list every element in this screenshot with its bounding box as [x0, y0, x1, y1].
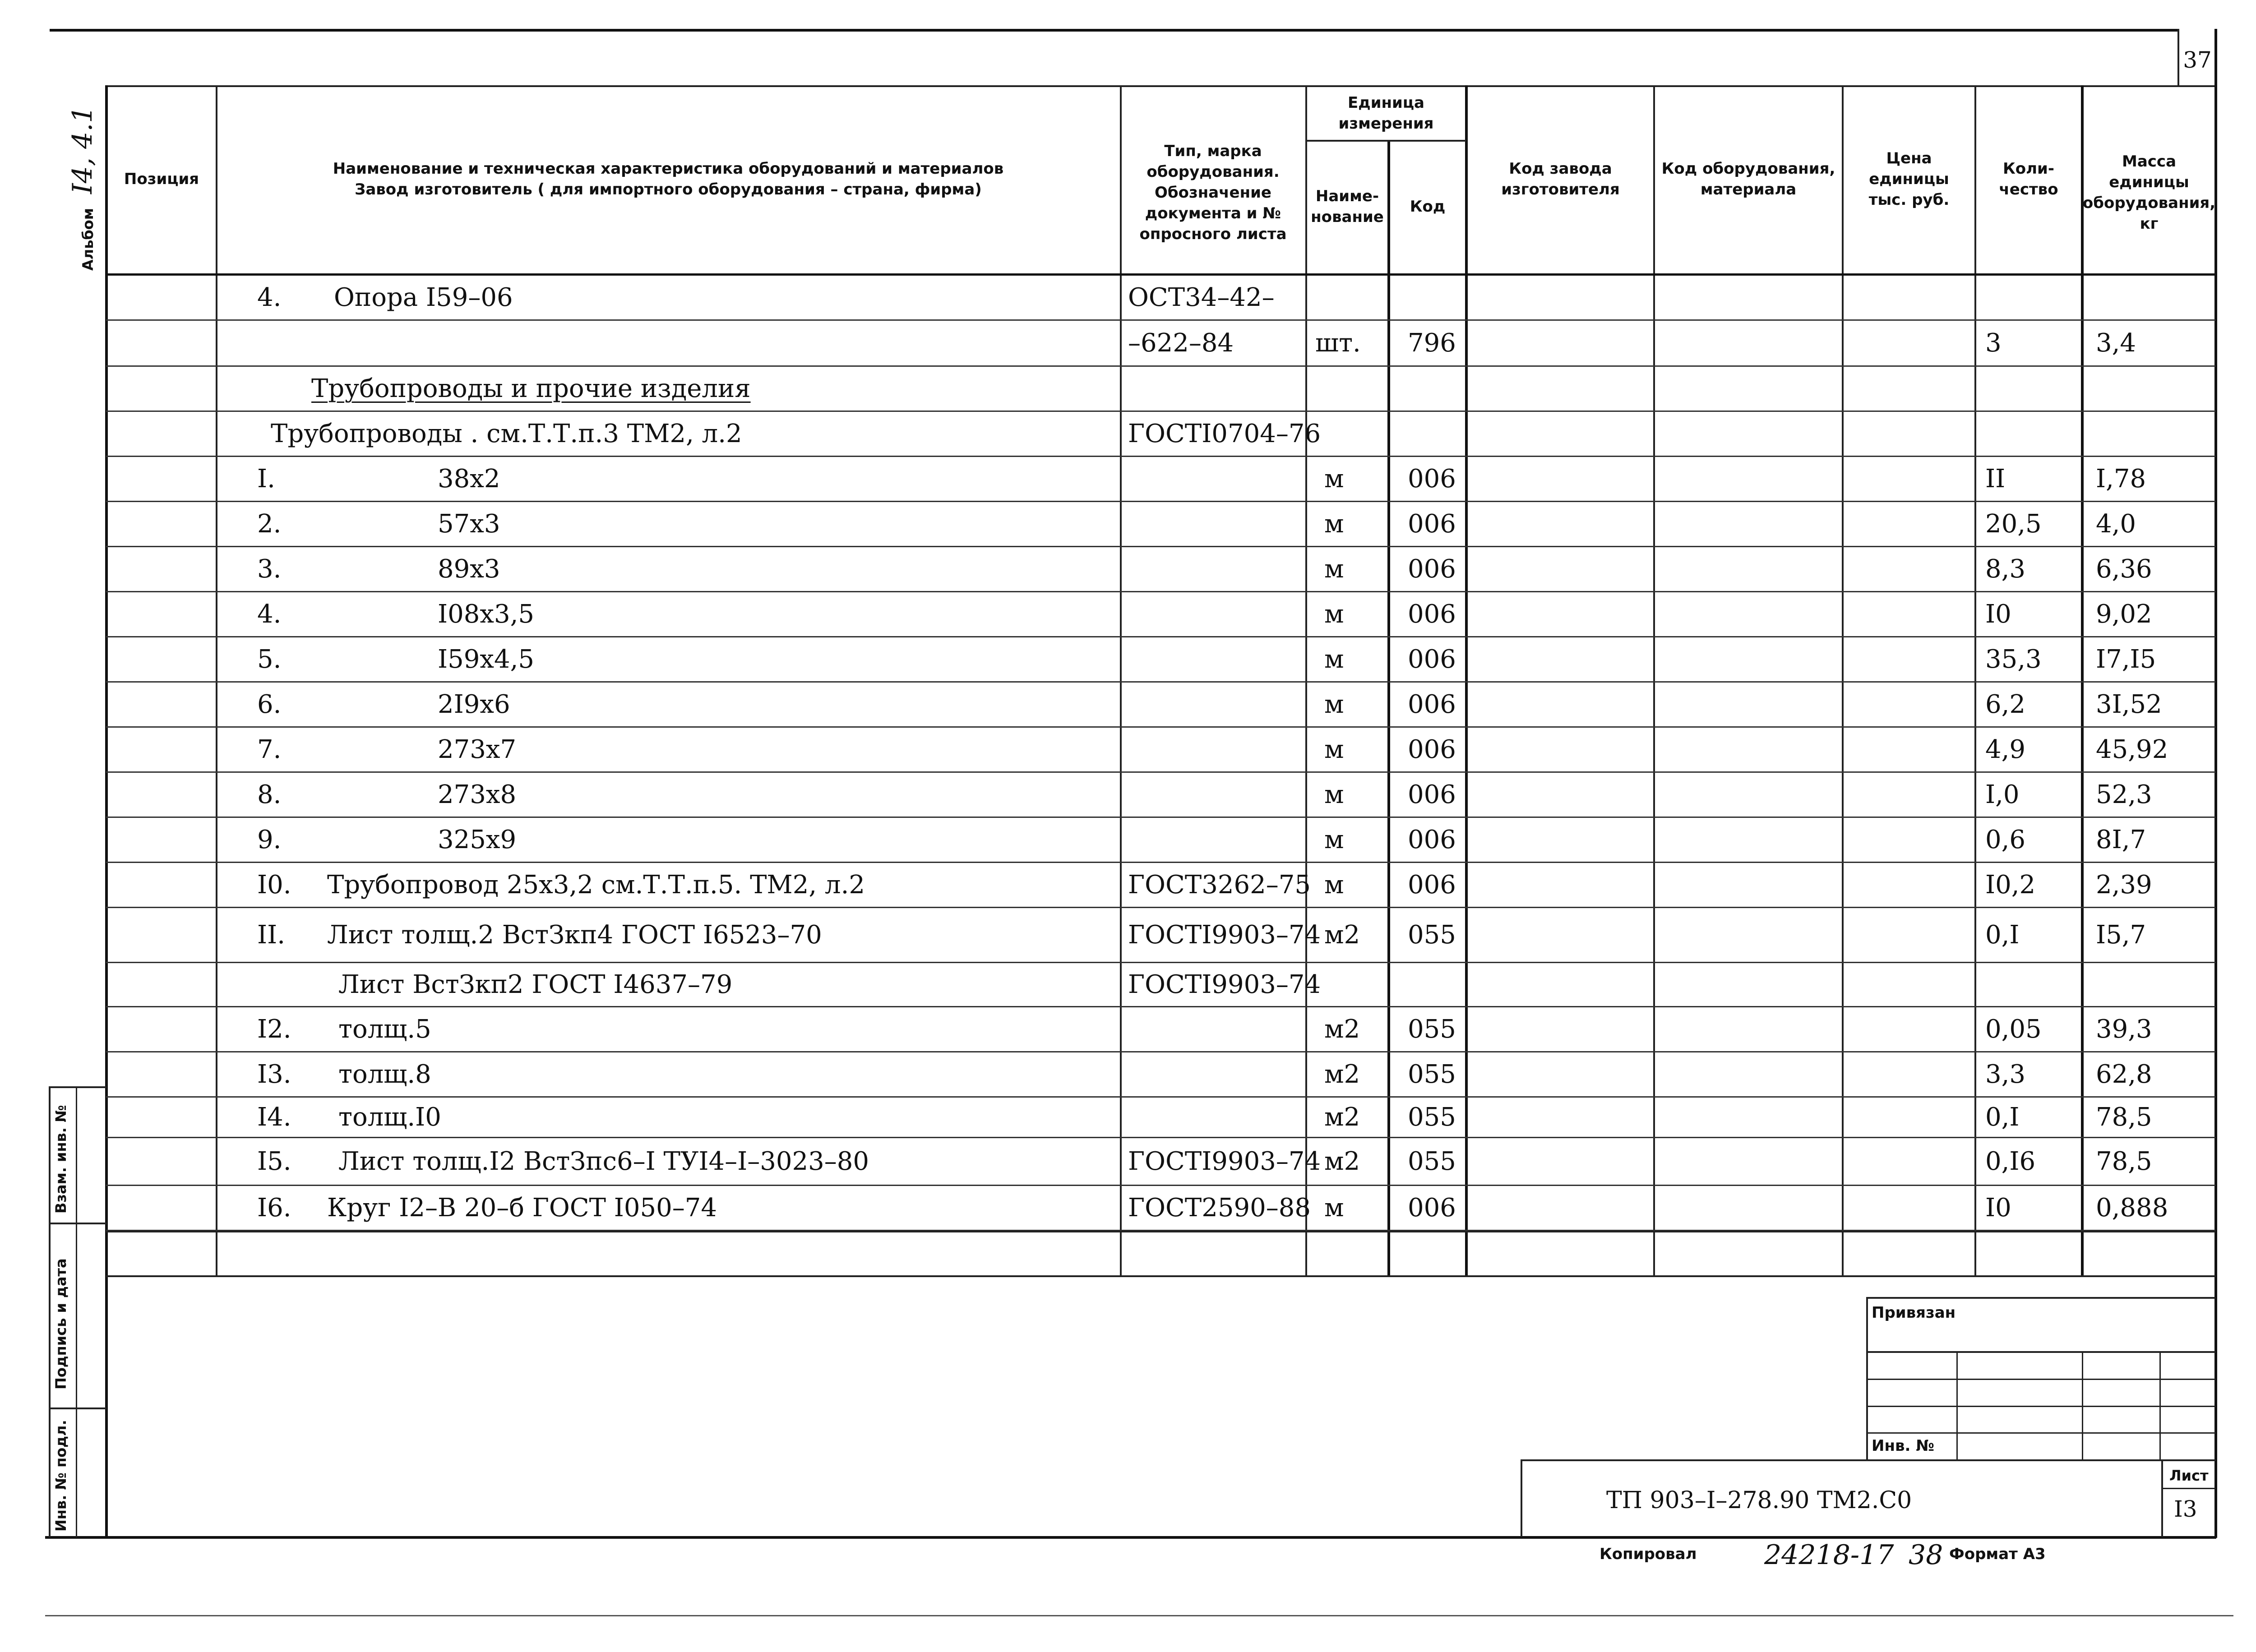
cell-unit: м [1324, 780, 1344, 809]
document-code: ТП 903–I–278.90 ТМ2.С0 [1606, 1487, 1912, 1514]
table-bottom-line [106, 1275, 2215, 1277]
cell-unit: м [1324, 825, 1344, 854]
cell-name: Лист ВстЗкп2 ГОСТ I4637–79 [338, 970, 733, 999]
title-block-left [1521, 1459, 1522, 1537]
copied-label: Копировал [1600, 1545, 1697, 1563]
cell-mass: 2,39 [2096, 870, 2152, 900]
row-divider [106, 962, 2215, 963]
row-divider [106, 1006, 2215, 1007]
cell-code: 055 [1408, 920, 1456, 950]
cell-code: 796 [1408, 328, 1456, 358]
cell-mass: 3I,52 [2096, 690, 2162, 719]
cell-mass: 8I,7 [2096, 825, 2146, 854]
cell-qty: I,0 [1985, 780, 2020, 809]
cell-unit: м2 [1324, 1015, 1360, 1044]
cell-mass: 78,5 [2096, 1103, 2152, 1132]
row-divider [106, 1051, 2215, 1052]
cell-name: I59x4,5 [438, 645, 535, 674]
cell-code: 055 [1408, 1103, 1456, 1132]
cell-num: 9. [257, 825, 282, 854]
cell-code: 006 [1408, 1193, 1456, 1223]
cell-qty: 0,I [1985, 920, 2020, 950]
cell-mass: 0,888 [2096, 1193, 2168, 1223]
header-bottom-line [106, 273, 2215, 276]
sheet-number: I3 [2174, 1496, 2197, 1522]
cell-qty: 6,2 [1985, 690, 2026, 719]
cell-mass: 45,92 [2096, 735, 2168, 764]
cell-mass: I,78 [2096, 464, 2146, 494]
side-stamp-left [49, 1086, 51, 1537]
row-divider [106, 1137, 2215, 1138]
cell-doc: –622–84 [1128, 328, 1234, 358]
cell-unit: м [1324, 600, 1344, 629]
header-position: Позиция [124, 170, 199, 189]
bound-stamp-line-2 [1866, 1379, 2215, 1380]
cell-unit: м [1324, 735, 1344, 764]
cell-doc: ГОСТI9903–74 [1128, 1147, 1321, 1176]
cell-name: Трубопровод 25x3,2 см.Т.Т.п.5. ТМ2, л.2 [327, 870, 865, 900]
cell-code: 006 [1408, 600, 1456, 629]
page-number-box-left [2177, 29, 2179, 87]
cell-num: I6. [257, 1193, 291, 1223]
cell-num: 3. [257, 554, 282, 584]
format-label: Формат А3 [1949, 1545, 2046, 1563]
col-line-unit-name [1387, 140, 1390, 1277]
cell-num: 2. [257, 509, 282, 539]
side-stamp-top [49, 1086, 106, 1088]
cell-num: 6. [257, 690, 282, 719]
cell-code: 006 [1408, 735, 1456, 764]
cell-unit: м2 [1324, 920, 1360, 950]
cell-qty: 8,3 [1985, 554, 2026, 584]
cell-name: Опора I59–06 [334, 283, 513, 312]
row-divider [106, 681, 2215, 683]
cell-code: 055 [1408, 1015, 1456, 1044]
cell-qty: 0,05 [1985, 1015, 2042, 1044]
cell-name: 273x8 [438, 780, 517, 809]
cell-num: 7. [257, 735, 282, 764]
header-unit: Единица измерения [1338, 94, 1434, 133]
handwritten-number: 24218-17 [1764, 1539, 1894, 1571]
cell-qty: I0 [1985, 1193, 2011, 1223]
cell-unit: м [1324, 1193, 1344, 1223]
bound-stamp-line-4 [1866, 1432, 2215, 1434]
cell-num: 5. [257, 645, 282, 674]
cell-code: 006 [1408, 825, 1456, 854]
album-label: Альбом [79, 208, 97, 271]
header-price: Цена единицы тыс. руб. [1868, 149, 1950, 209]
bound-label: Привязан [1872, 1304, 1956, 1322]
frame-top-line [50, 29, 2179, 32]
cell-unit: м [1324, 464, 1344, 494]
frame-bottom-line [45, 1536, 2216, 1539]
bound-stamp-col-2 [2082, 1351, 2083, 1459]
row-divider [106, 319, 2215, 321]
row-divider [106, 365, 2215, 367]
cell-num: I2. [257, 1015, 291, 1044]
row-divider [106, 1185, 2215, 1186]
cell-unit: м [1324, 509, 1344, 539]
cell-qty: II [1985, 464, 2006, 494]
cell-unit: м [1324, 870, 1344, 900]
frame-left-line [105, 85, 108, 1538]
cell-mass: 4,0 [2096, 509, 2136, 539]
cell-num: 4. [257, 600, 282, 629]
header-name: Наименование и техническая характеристика оборудований и материалов Завод изготовитель ( для импортного оборудования – страна, фирма) [333, 160, 1004, 198]
cell-code: 006 [1408, 645, 1456, 674]
cell-unit: м2 [1324, 1147, 1360, 1176]
page-number: 37 [2183, 47, 2212, 73]
row-divider [106, 817, 2215, 818]
side-inv-orig: Инв. № подл. [52, 1420, 69, 1532]
row-divider [106, 501, 2215, 502]
row-divider [106, 1096, 2215, 1098]
side-stamp-div-2 [49, 1407, 106, 1409]
cell-name: 89x3 [438, 554, 500, 584]
cell-name: 38x2 [438, 464, 500, 494]
cell-mass: 39,3 [2096, 1015, 2152, 1044]
cell-unit: м2 [1324, 1103, 1360, 1132]
cell-name: 2I9x6 [438, 690, 510, 719]
cell-mass: 6,36 [2096, 554, 2152, 584]
title-block-sheet-line [2161, 1488, 2215, 1489]
row-divider [106, 411, 2215, 412]
frame-right-line [2214, 29, 2217, 1538]
row-divider [106, 862, 2215, 863]
bound-stamp-col-3 [2159, 1351, 2161, 1459]
cell-num: I. [257, 464, 275, 494]
bound-stamp-top [1866, 1297, 2215, 1299]
header-unit-name: Наиме- нование [1311, 187, 1384, 226]
cell-name: толщ.I0 [338, 1103, 441, 1132]
cell-qty: 0,I6 [1985, 1147, 2036, 1176]
cell-doc: ГОСТI9903–74 [1128, 920, 1321, 950]
table-end-line [106, 1231, 2215, 1232]
side-inv-replace: Взам. инв. № [52, 1105, 69, 1214]
cell-qty: I0 [1985, 600, 2011, 629]
cell-num: 4. [257, 283, 282, 312]
cell-doc: ОСТ34–42– [1128, 283, 1275, 312]
cell-name: 57x3 [438, 509, 500, 539]
side-stamp-div-1 [49, 1223, 106, 1224]
cell-name: Круг I2–В 20–б ГОСТ I050–74 [327, 1193, 717, 1223]
cell-unit: м [1324, 645, 1344, 674]
handwritten-sheet: 38 [1909, 1539, 1943, 1571]
cell-num: I0. [257, 870, 291, 900]
header-mass: Масса единицы оборудования, кг [2082, 152, 2216, 233]
cell-mass: 78,5 [2096, 1147, 2152, 1176]
cell-name [311, 376, 751, 401]
cell-qty: 35,3 [1985, 645, 2042, 674]
cell-qty: 0,6 [1985, 825, 2026, 854]
cell-doc: ГОСТ3262–75 [1128, 870, 1311, 900]
header-type: Тип, марка оборудования. Обозначение документа и № опросного листа [1139, 142, 1287, 243]
cell-name: толщ.8 [338, 1060, 431, 1089]
header-quantity: Коли- чество [1999, 160, 2058, 198]
cell-qty: 0,I [1985, 1103, 2020, 1132]
cell-qty: 3 [1985, 328, 2002, 358]
cell-mass: 9,02 [2096, 600, 2152, 629]
cell-unit: м [1324, 690, 1344, 719]
cell-mass: 3,4 [2096, 328, 2136, 358]
row-divider [106, 546, 2215, 547]
cell-qty: 20,5 [1985, 509, 2042, 539]
sheet-label: Лист [2169, 1467, 2209, 1484]
cell-code: 006 [1408, 780, 1456, 809]
cell-name: Лист толщ.2 ВстЗкп4 ГОСТ I6523–70 [327, 920, 822, 950]
row-divider [106, 636, 2215, 637]
cell-doc: ГОСТI9903–74 [1128, 970, 1321, 999]
cell-qty: 4,9 [1985, 735, 2026, 764]
side-stamp-mid [76, 1086, 77, 1537]
cell-doc: ГОСТ2590–88 [1128, 1193, 1311, 1223]
cell-name: толщ.5 [338, 1015, 431, 1044]
cell-name: Лист толщ.I2 ВстЗпс6–I ТУI4–I–3023–80 [338, 1147, 869, 1176]
cell-mass: I5,7 [2096, 920, 2146, 950]
header-factory-code: Код завода изготовителя [1501, 160, 1620, 198]
title-block-top [1521, 1459, 2215, 1461]
cell-doc: ГОСТI0704–76 [1128, 419, 1321, 448]
title-block-sheet-div [2161, 1459, 2163, 1537]
bound-stamp-line-3 [1866, 1406, 2215, 1407]
cell-mass: I7,I5 [2096, 645, 2156, 674]
cell-num: 8. [257, 780, 282, 809]
section-title: Трубопроводы и прочие изделия [311, 374, 751, 403]
cell-num: II. [257, 920, 286, 950]
cell-qty: I0,2 [1985, 870, 2036, 900]
cell-code: 006 [1408, 554, 1456, 584]
cell-unit: шт. [1315, 328, 1361, 358]
cell-qty: 3,3 [1985, 1060, 2026, 1089]
cell-num: I4. [257, 1103, 291, 1132]
cell-code: 006 [1408, 509, 1456, 539]
cell-name: 273x7 [438, 735, 517, 764]
cell-name: I08x3,5 [438, 600, 535, 629]
cell-num: I3. [257, 1060, 291, 1089]
row-divider [106, 456, 2215, 457]
side-sign-date: Подпись и дата [52, 1258, 69, 1389]
cell-unit: м2 [1324, 1060, 1360, 1089]
cell-code: 055 [1408, 1060, 1456, 1089]
cell-mass: 62,8 [2096, 1060, 2152, 1089]
cell-code: 006 [1408, 464, 1456, 494]
bound-stamp-line-1 [1866, 1351, 2215, 1353]
bound-inv-label: Инв. № [1872, 1437, 1935, 1455]
cell-code: 006 [1408, 870, 1456, 900]
row-divider [106, 591, 2215, 592]
cell-unit: м [1324, 554, 1344, 584]
cell-mass: 52,3 [2096, 780, 2152, 809]
cell-name: Трубопроводы . см.Т.Т.п.3 ТМ2, л.2 [271, 419, 742, 448]
header-equipment-code: Код оборудования, материала [1661, 160, 1835, 198]
row-divider [106, 771, 2215, 773]
cell-code: 055 [1408, 1147, 1456, 1176]
scan-edge-line [45, 1615, 2233, 1616]
bound-stamp-col-1 [1956, 1351, 1958, 1459]
cell-num: I5. [257, 1147, 291, 1176]
row-divider [106, 907, 2215, 908]
header-unit-code: Код [1410, 198, 1446, 216]
album-code: I4, 4.1 [67, 106, 98, 194]
row-divider [106, 726, 2215, 728]
cell-code: 006 [1408, 690, 1456, 719]
bound-stamp-left [1866, 1297, 1868, 1459]
cell-name: 325x9 [438, 825, 517, 854]
